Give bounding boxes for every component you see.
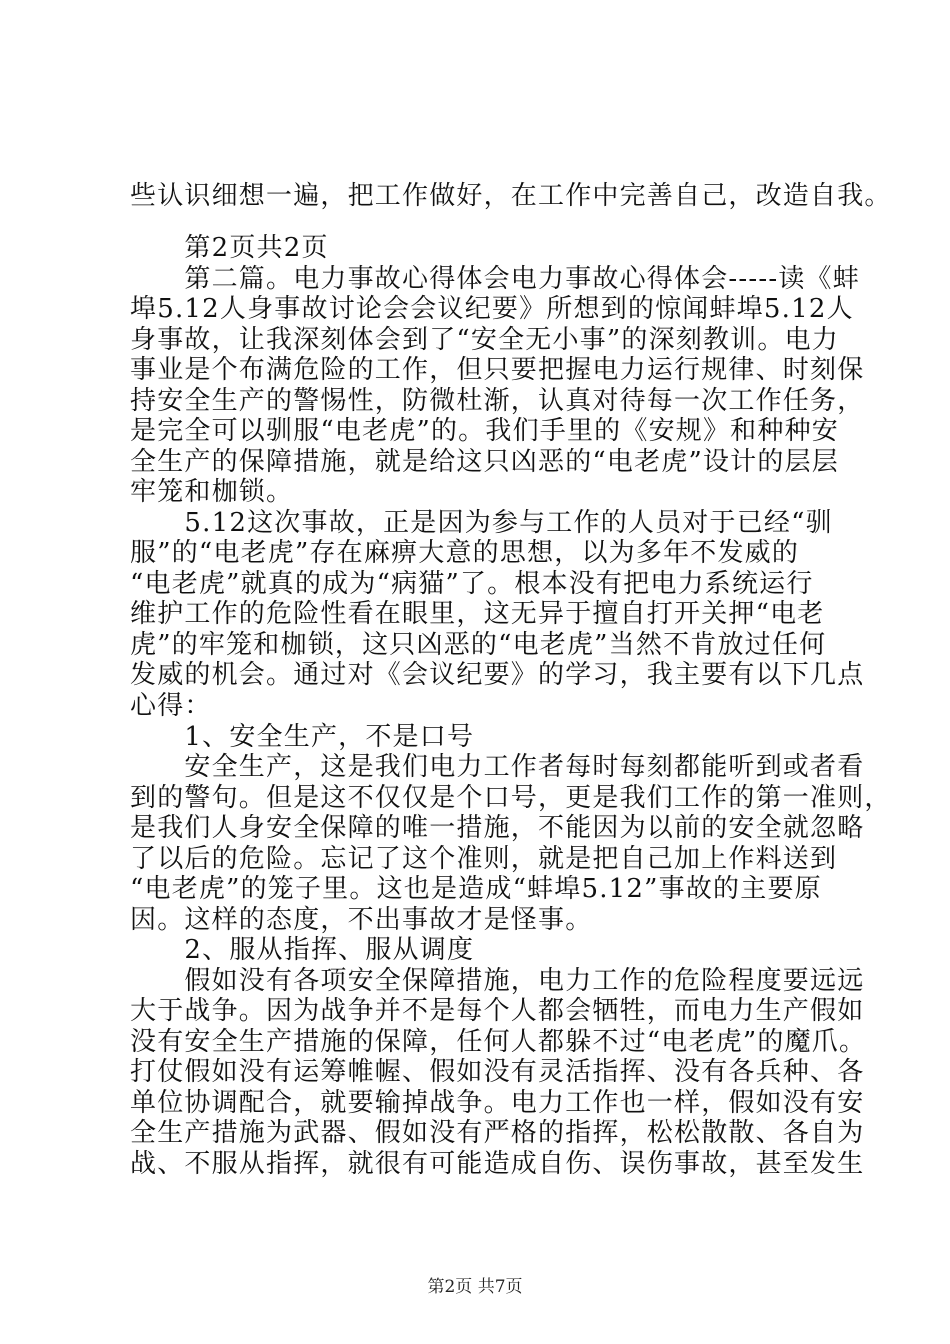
body-line: 因。这样的态度，不出事故才是怪事。 (130, 904, 593, 935)
body-line: 服”的“电老虎”存在麻痹大意的思想，以为多年不发威的 (130, 538, 800, 569)
body-line: 打仗假如没有运筹帷幄、假如没有灵活指挥、没有各兵种、各 (130, 1057, 865, 1088)
body-line: 心得： (130, 691, 212, 721)
body-line: 牢笼和枷锁。 (130, 477, 294, 508)
body-line: 身事故，让我深刻体会到了“安全无小事”的深刻教训。电力 (130, 324, 839, 355)
body-line: 假如没有各项安全保障措施，电力工作的危险程度要远远 (130, 965, 865, 996)
body-line: 没有安全生产措施的保障，任何人都躲不过“电老虎”的魔爪。 (130, 1026, 867, 1057)
page-footer: 第2页 共7页 (427, 1277, 523, 1297)
body-line: 维护工作的危险性看在眼里，这无异于擅自打开关押“电老 (130, 599, 825, 630)
body-line: 5.12这次事故，正是因为参与工作的人员对于已经“驯 (130, 507, 833, 538)
body-line: 全生产的保障措施，就是给这只凶恶的“电老虎”设计的层层 (130, 446, 839, 477)
body-line: 到的警句。但是这不仅仅是个口号，更是我们工作的第一准则， (130, 782, 892, 813)
body-line: 了以后的危险。忘记了这个准则，就是把自己加上作料送到 (130, 843, 838, 874)
body-line: 埠5.12人身事故讨论会会议纪要》所想到的惊闻蚌埠5.12人 (130, 294, 854, 325)
body-line: 持安全生产的警惕性，防微杜渐，认真对待每一次工作任务， (130, 385, 865, 416)
body-line: 是我们人身安全保障的唯一措施，不能因为以前的安全就忽略 (130, 813, 865, 844)
body-line: 些认识细想一遍，把工作做好，在工作中完善自己，改造自我。 (130, 181, 892, 211)
body-line: 大于战争。因为战争并不是每个人都会牺牲，而电力生产假如 (130, 996, 865, 1027)
body-line: 战、不服从指挥，就很有可能造成自伤、误伤事故，甚至发生 (130, 1149, 865, 1179)
body-line: 事业是个布满危险的工作，但只要把握电力运行规律、时刻保 (130, 355, 865, 386)
page-marker-line: 第2页共2页 (130, 233, 329, 263)
body-line: “电老虎”就真的成为“病猫”了。根本没有把电力系统运行 (130, 568, 814, 599)
subheading-line: 2、服从指挥、服从调度 (130, 935, 475, 966)
body-line: 发威的机会。通过对《会议纪要》的学习，我主要有以下几点 (130, 660, 865, 691)
body-line: 单位协调配合，就要输掉战争。电力工作也一样，假如没有安 (130, 1087, 865, 1118)
body-line: 安全生产，这是我们电力工作者每时每刻都能听到或者看 (130, 752, 865, 783)
body-line: “电老虎”的笼子里。这也是造成“蚌埠5.12”事故的主要原 (130, 874, 822, 905)
section-heading-line: 第二篇。电力事故心得体会电力事故心得体会-----读《蚌 (130, 263, 860, 294)
body-line: 虎”的牢笼和枷锁，这只凶恶的“电老虎”当然不肯放过任何 (130, 629, 827, 660)
body-line: 是完全可以驯服“电老虎”的。我们手里的《安规》和种种安 (130, 416, 839, 447)
subheading-line: 1、安全生产，不是口号 (130, 721, 475, 752)
body-line: 全生产措施为武器、假如没有严格的指挥，松松散散、各自为 (130, 1118, 865, 1149)
